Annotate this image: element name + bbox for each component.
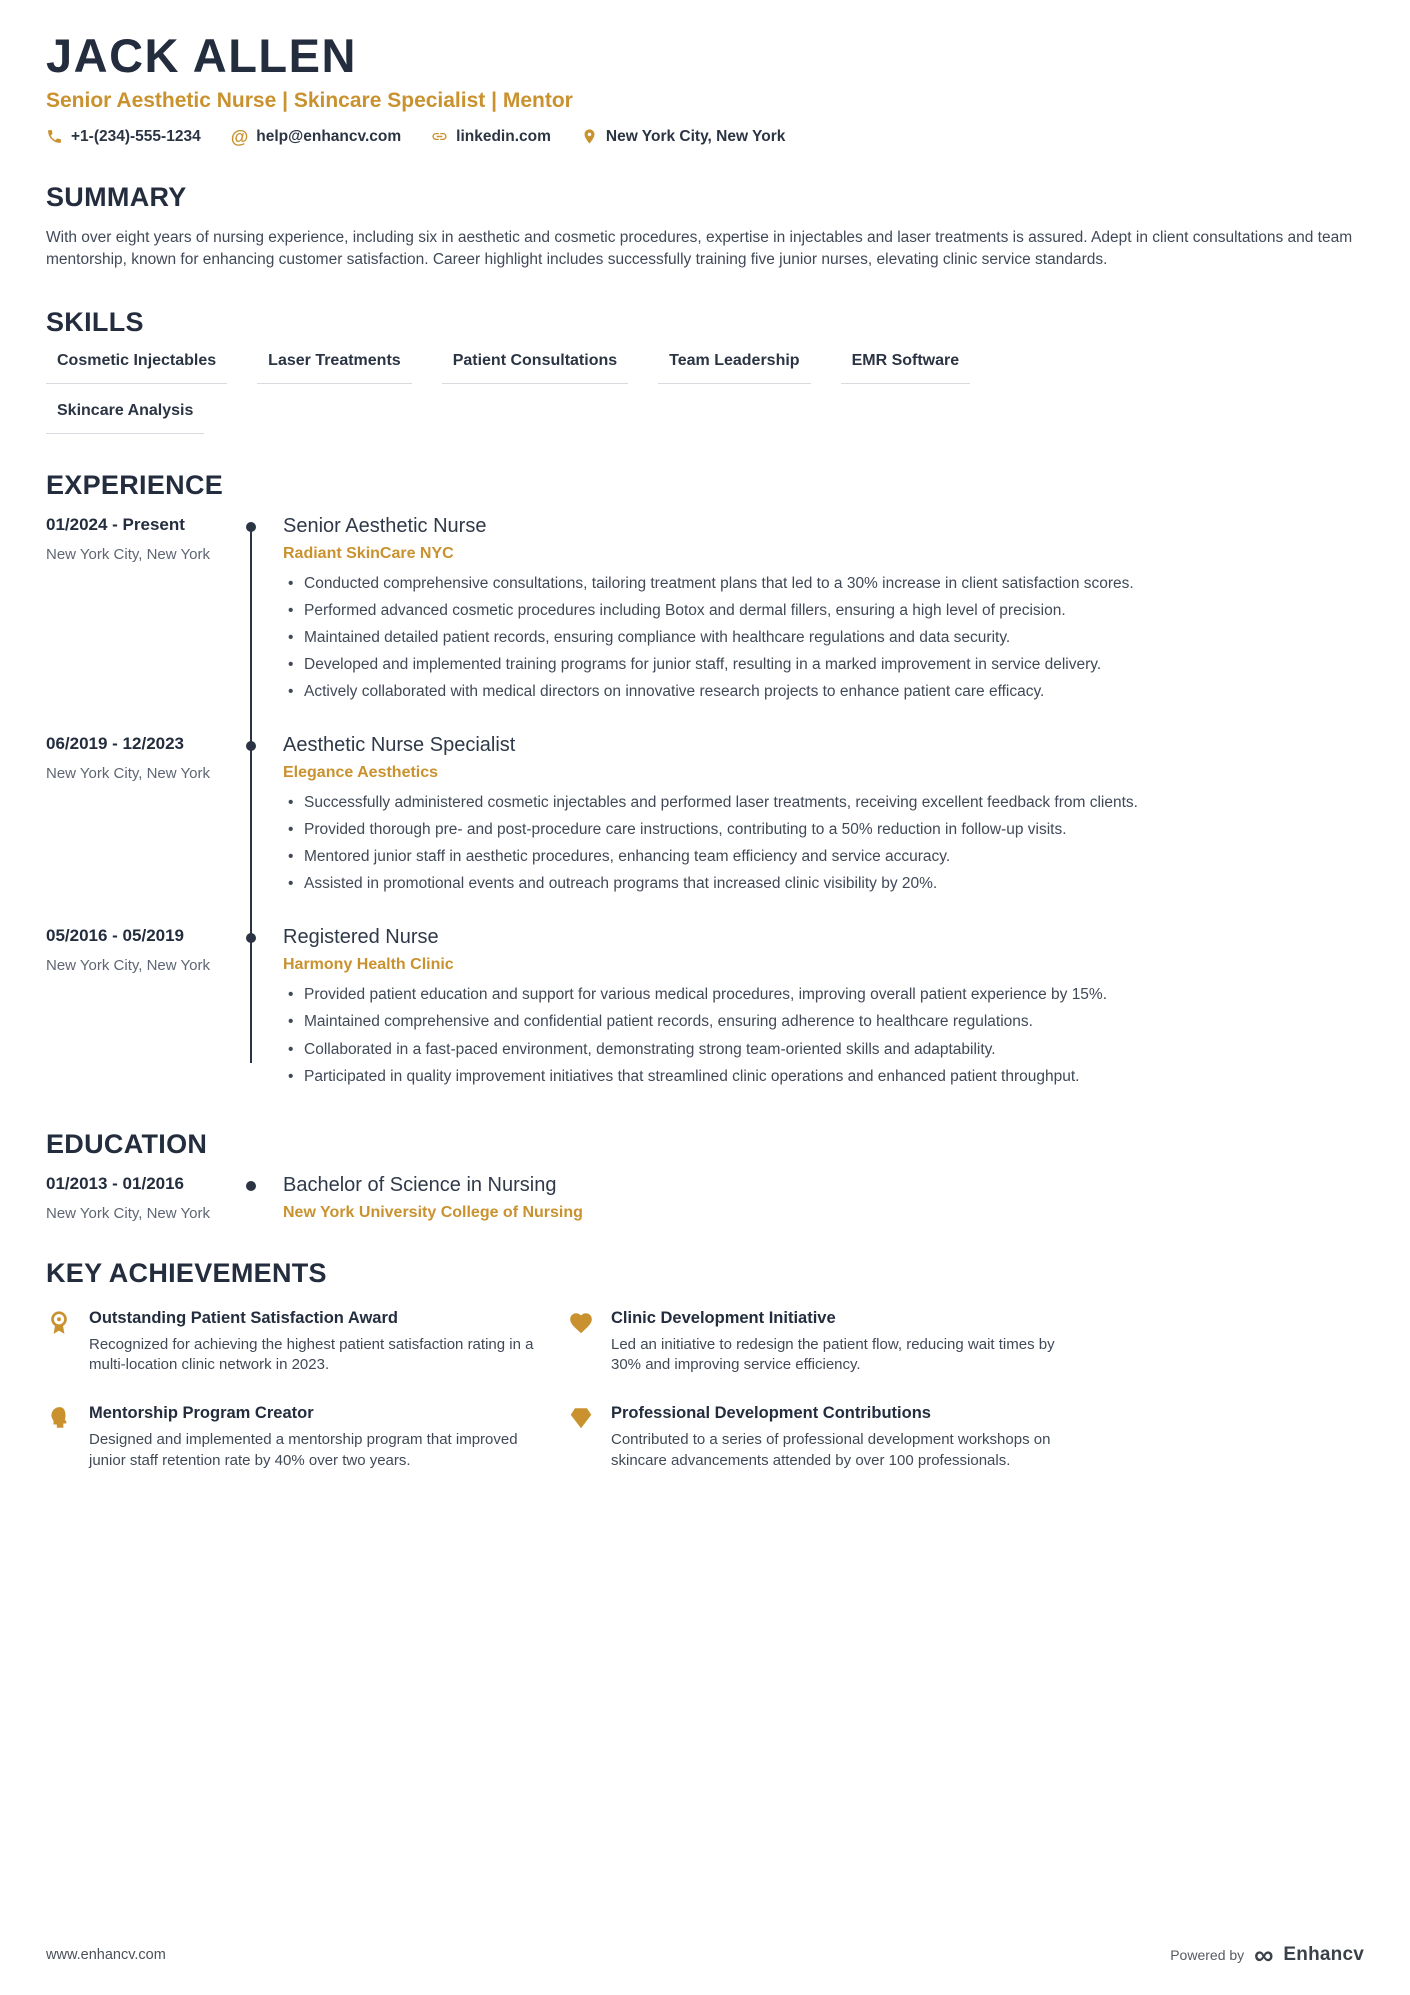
phone-contact[interactable] bbox=[46, 128, 201, 146]
powered-by-label: Powered by bbox=[1170, 1946, 1245, 1963]
summary-heading: SUMMARY bbox=[46, 181, 187, 212]
summary-section bbox=[46, 182, 1364, 271]
experience-entry bbox=[46, 734, 1364, 900]
experience-dates: 05/2016 - 05/2019 bbox=[46, 926, 185, 946]
experience-heading: EXPERIENCE bbox=[46, 469, 224, 500]
bullet-item: • Collaborated in a fast-paced environment, demonstrating strong team-oriented skills and adaptability. bbox=[283, 1039, 1363, 1060]
email-text: help@enhancv.com bbox=[256, 127, 402, 145]
achievement-text: Designed and implemented a mentorship program that improved junior staff retention rate by 40% over two years. bbox=[89, 1431, 518, 1469]
job-title: Aesthetic Nurse Specialist bbox=[283, 734, 516, 757]
achievement-item bbox=[46, 1309, 546, 1376]
experience-dates: 06/2019 - 12/2023 bbox=[46, 734, 185, 754]
experience-location: New York City, New York bbox=[46, 545, 210, 563]
phone-icon bbox=[46, 128, 63, 145]
candidate-name: JACK ALLEN bbox=[46, 29, 357, 82]
bullet-list bbox=[283, 792, 1363, 894]
achievement-title: Mentorship Program Creator bbox=[89, 1404, 314, 1423]
company-name: Harmony Health Clinic bbox=[283, 956, 454, 974]
achievements-section bbox=[46, 1258, 1364, 1472]
education-location: New York City, New York bbox=[46, 1204, 210, 1222]
contact-row bbox=[46, 128, 1364, 146]
phone-number: +1-(234)-555-1234 bbox=[71, 127, 201, 145]
job-title: Registered Nurse bbox=[283, 926, 439, 949]
achievement-text: Recognized for achieving the highest patient satisfaction rating in a multi-location clinic network in 2023. bbox=[89, 1335, 534, 1374]
bullet-item: • Assisted in promotional events and outreach programs that increased clinic visibility by 20%. bbox=[283, 873, 1363, 894]
bullet-item: • Provided patient education and support for various medical procedures, improving overall patient experience by 15%. bbox=[283, 984, 1363, 1005]
achievement-item bbox=[568, 1309, 1068, 1376]
skill-item: Cosmetic Injectables bbox=[46, 352, 227, 384]
timeline-dot bbox=[246, 522, 256, 532]
school-name: New York University College of Nursing bbox=[283, 1203, 583, 1221]
education-body bbox=[283, 1174, 1364, 1222]
bullet-item: • Maintained comprehensive and confidential patient records, ensuring adherence to healthcare regulations. bbox=[283, 1011, 1363, 1032]
candidate-headline: Senior Aesthetic Nurse | Skincare Specialist | Mentor bbox=[46, 88, 573, 112]
experience-dates: 01/2024 - Present bbox=[46, 514, 185, 534]
experience-timeline bbox=[46, 515, 1364, 1093]
experience-entry bbox=[46, 926, 1364, 1092]
bullet-list bbox=[283, 984, 1363, 1086]
bullet-item: • Provided thorough pre- and post-procedure care instructions, contributing to a 50% reduction in follow-up visits. bbox=[283, 819, 1363, 840]
experience-meta bbox=[46, 926, 283, 1092]
at-icon: @ bbox=[230, 126, 249, 147]
experience-location: New York City, New York bbox=[46, 765, 210, 783]
experience-meta bbox=[46, 734, 283, 900]
achievements-grid bbox=[46, 1309, 1364, 1472]
skill-item: Patient Consultations bbox=[442, 352, 628, 384]
skill-item: Laser Treatments bbox=[257, 352, 412, 384]
achievements-heading: KEY ACHIEVEMENTS bbox=[46, 1257, 327, 1288]
bullet-item: • Developed and implemented training programs for junior staff, resulting in a marked improvement in service delivery. bbox=[283, 654, 1363, 675]
achievement-body bbox=[89, 1309, 546, 1376]
experience-body bbox=[283, 734, 1364, 900]
achievement-item bbox=[568, 1404, 1068, 1471]
experience-meta bbox=[46, 515, 283, 708]
skills-section bbox=[46, 307, 1364, 434]
bullet-item: • Participated in quality improvement initiatives that streamlined clinic operations and enhanced patient throughput. bbox=[283, 1066, 1363, 1087]
enhancv-logo-icon: ∞ bbox=[1254, 1939, 1274, 1970]
linkedin-contact[interactable] bbox=[431, 128, 551, 146]
achievement-title: Outstanding Patient Satisfaction Award bbox=[89, 1308, 398, 1327]
skill-item: Skincare Analysis bbox=[46, 402, 204, 434]
achievement-text: Contributed to a series of professional development workshops on skincare advancements attended by over 100 professionals. bbox=[611, 1431, 1051, 1469]
experience-section bbox=[46, 470, 1364, 1093]
skills-heading: SKILLS bbox=[46, 306, 144, 337]
page-footer bbox=[46, 1939, 1364, 1970]
bullet-item: • Maintained detailed patient records, ensuring compliance with healthcare regulations and data security. bbox=[283, 627, 1363, 648]
enhancv-brand[interactable]: Enhancv bbox=[1283, 1943, 1364, 1965]
education-dates: 01/2013 - 01/2016 bbox=[46, 1173, 185, 1193]
achievement-body bbox=[611, 1404, 1068, 1471]
education-section bbox=[46, 1129, 1364, 1222]
location-text: New York City, New York bbox=[605, 127, 786, 145]
bullet-item: • Conducted comprehensive consultations, tailoring treatment plans that led to a 30% increase in client satisfaction scores. bbox=[283, 573, 1363, 594]
location-contact bbox=[581, 128, 785, 146]
achievement-title: Clinic Development Initiative bbox=[611, 1308, 836, 1327]
powered-by bbox=[1170, 1939, 1364, 1970]
head-icon bbox=[46, 1404, 74, 1471]
resume-header bbox=[46, 30, 1364, 146]
experience-body bbox=[283, 515, 1364, 708]
company-name: Radiant SkinCare NYC bbox=[283, 544, 454, 562]
bullet-item: • Performed advanced cosmetic procedures including Botox and dermal fillers, ensuring a high level of precision. bbox=[283, 600, 1363, 621]
achievement-text: Led an initiative to redesign the patient flow, reducing wait times by 30% and improving service efficiency. bbox=[611, 1335, 1055, 1374]
education-entry bbox=[46, 1174, 1364, 1222]
linkedin-text: linkedin.com bbox=[456, 127, 551, 145]
link-icon bbox=[431, 128, 448, 145]
bullet-item: • Mentored junior staff in aesthetic procedures, enhancing team efficiency and service accuracy. bbox=[283, 846, 1363, 867]
summary-text: With over eight years of nursing experience, including six in aesthetic and cosmetic procedures, expertise in injectables and laser treatments is assured. Adept in client consultations and team mentorship, known for enhancing customer satisfaction. Career highlight includes successfully training five junior nurses, elevating clinic service standards. bbox=[46, 228, 1353, 268]
bullet-list bbox=[283, 573, 1363, 702]
achievement-title: Professional Development Contributions bbox=[611, 1404, 931, 1423]
achievement-item bbox=[46, 1404, 546, 1471]
email-contact[interactable] bbox=[231, 128, 401, 146]
job-title: Senior Aesthetic Nurse bbox=[283, 514, 487, 537]
achievement-body bbox=[611, 1309, 1068, 1376]
company-name: Elegance Aesthetics bbox=[283, 764, 439, 782]
skill-item: EMR Software bbox=[841, 352, 971, 384]
heart-icon bbox=[568, 1309, 596, 1376]
achievement-body bbox=[89, 1404, 546, 1471]
experience-entry bbox=[46, 515, 1364, 708]
skills-list bbox=[46, 352, 1036, 434]
education-heading: EDUCATION bbox=[46, 1128, 208, 1159]
enhancv-website-link[interactable]: www.enhancv.com bbox=[46, 1946, 166, 1963]
experience-body bbox=[283, 926, 1364, 1092]
bullet-item: • Actively collaborated with medical directors on innovative research projects to enhance patient care efficacy. bbox=[283, 681, 1363, 702]
location-pin-icon bbox=[581, 128, 598, 145]
degree-title: Bachelor of Science in Nursing bbox=[283, 1173, 557, 1196]
gem-icon bbox=[568, 1404, 596, 1471]
bullet-item: • Successfully administered cosmetic injectables and performed laser treatments, receiving excellent feedback from clients. bbox=[283, 792, 1363, 813]
timeline-dot bbox=[246, 1181, 256, 1191]
skill-item: Team Leadership bbox=[658, 352, 810, 384]
experience-location: New York City, New York bbox=[46, 957, 210, 975]
medal-icon bbox=[46, 1309, 74, 1376]
